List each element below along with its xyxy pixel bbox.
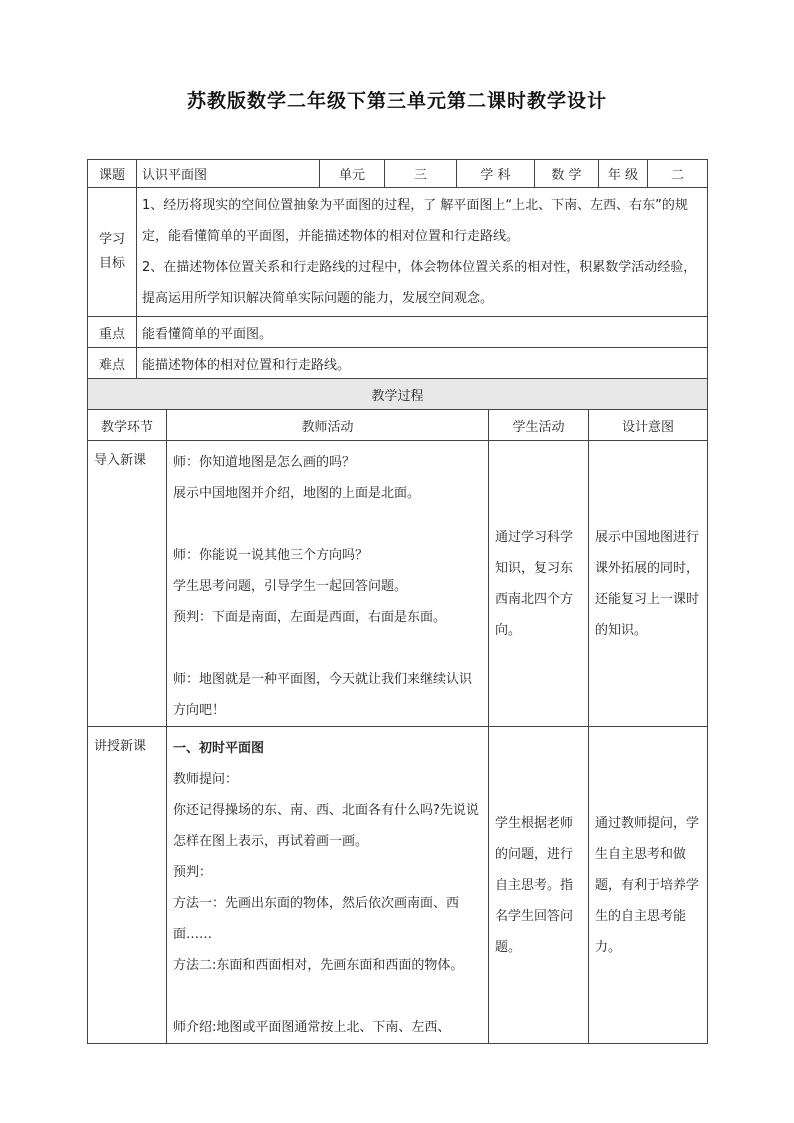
teacher-activity-intro [167,441,489,727]
key-label: 重点 [88,317,137,348]
teacher-line: 预判：下面是南面，左面是西面，右面是东面。 [173,610,447,625]
teacher-line: 你还记得操场的东、南、西、北面各有什么吗?先说说怎样在图上表示，再试着画一画。 [173,803,479,849]
goals-label-line1: 学习 [98,232,125,247]
difficulty-value: 能描述物体的相对位置和行走路线。 [137,348,708,379]
teaching-process-table [87,378,708,1044]
grade-label: 年 级 [599,160,648,188]
teacher-line: 师：地图就是一种平面图，今天就让我们来继续认识方向吧！ [173,672,473,718]
lesson-info-table [87,159,708,379]
header-stage: 教学环节 [88,410,167,441]
topic-label: 课题 [88,160,137,188]
teacher-line: 师：你知道地图是怎么画的吗？ [173,455,356,470]
goal-item-1: 1、经历将现实的空间位置抽象为平面图的过程，了 解平面图上“上北、下南、左西、右东”的规定，能看懂简单的平面图，并能描述物体的相对位置和行走路线。 [142,198,688,244]
stage-new-lesson: 讲授新课 [88,727,167,1044]
header-intent: 设计意图 [589,410,708,441]
key-value: 能看懂简单的平面图。 [137,317,708,348]
unit-label: 单元 [320,160,385,188]
design-intent-new-lesson: 通过教师提问，学生自主思考和做题，有利于培养学生的自主思考能力。 [589,727,708,1044]
teacher-line: 展示中国地图并介绍，地图的上面是北面。 [173,486,421,501]
section-title: 一、初时平面图 [173,741,265,756]
teacher-line: 方法二:东面和西面相对，先画东面和西面的物体。 [173,958,464,973]
student-activity-intro: 通过学习科学知识，复习东西南北四个方向。 [489,441,589,727]
goals-content [137,188,708,317]
difficulty-label: 难点 [88,348,137,379]
teacher-line: 师：你能说一说其他三个方向吗？ [173,548,369,563]
teacher-line: 师介绍:地图或平面图通常按上北、下南、左西、 [173,1020,451,1035]
teacher-line: 方法一：先画出东面的物体，然后依次画南面、西面…… [173,896,460,942]
teacher-line: 预判： [173,865,213,880]
teacher-line [173,633,482,664]
goals-label-line2: 目标 [98,256,125,271]
teacher-line: 教师提问： [173,772,239,787]
subject-label: 学 科 [457,160,535,188]
subject-value: 数 学 [535,160,599,188]
teacher-line [173,509,482,540]
goal-item-2: 2、在描述物体位置关系和行走路线的过程中，体会物体位置关系的相对性，积累数学活动经验，提高运用所学知识解决简单实际问题的能力，发展空间观念。 [142,260,697,306]
teacher-line: 学生思考问题，引导学生一起回答问题。 [173,579,408,594]
process-heading: 教学过程 [88,379,708,410]
stage-intro: 导入新课 [88,441,167,727]
teacher-activity-new-lesson [167,727,489,1044]
header-teacher: 教师活动 [167,410,489,441]
document-title: 苏教版数学二年级下第三单元第二课时教学设计 [186,90,607,112]
header-student: 学生活动 [489,410,589,441]
student-activity-new-lesson: 学生根据老师的问题，进行自主思考。指名学生回答问题。 [489,727,589,1044]
unit-value: 三 [385,160,457,188]
topic-value: 认识平面图 [137,160,320,188]
design-intent-intro: 展示中国地图进行课外拓展的同时，还能复习上一课时的知识。 [589,441,708,727]
goals-label [88,188,137,317]
teacher-line [173,981,482,1012]
grade-value: 二 [648,160,708,188]
